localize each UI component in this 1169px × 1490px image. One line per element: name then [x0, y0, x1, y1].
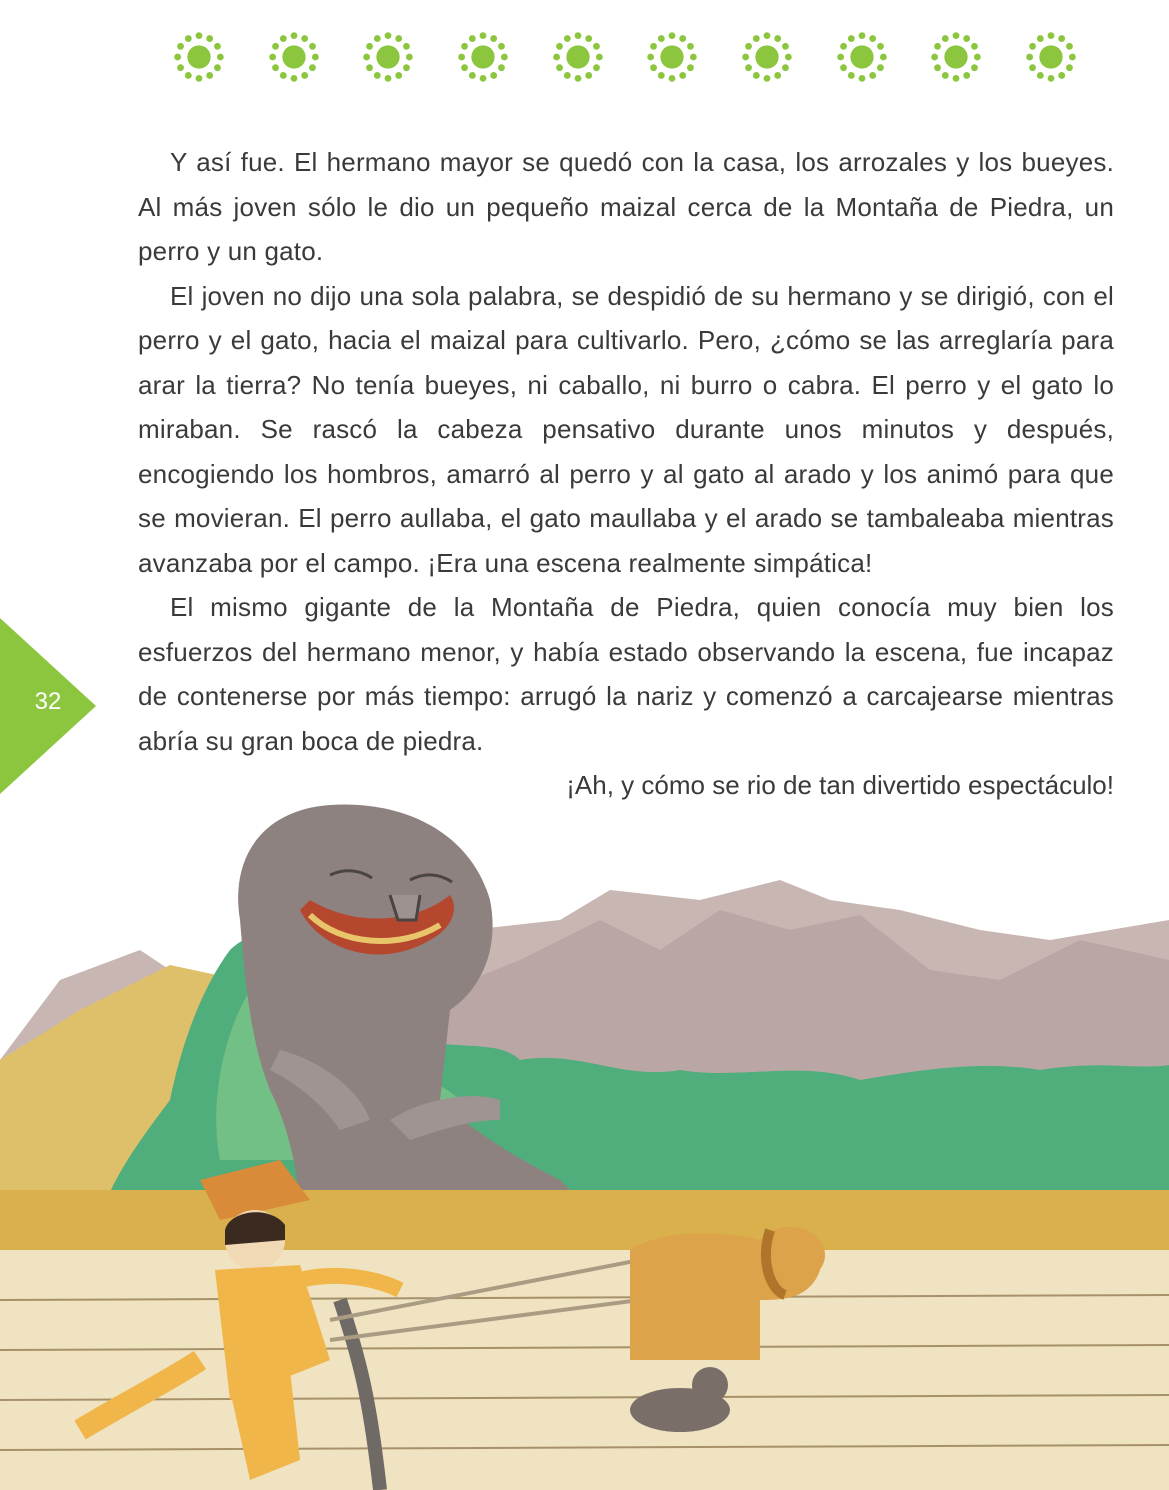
dot-flower-ornament — [165, 23, 233, 91]
paragraph-2: El joven no dijo una sola palabra, se despidió de su hermano y se dirigió, con el perro y el gato, hacia el maizal para cultivarlo. Pero, ¿cómo se las arreglaría para arar la tierra? No tenía bueyes, ni caballo, ni burro o cabra. El perro y el gato lo miraban. Se rascó la cabeza pensativo durante unos minutos y después, encogiendo los hombros, amarró al perro y al gato al arado y los animó para que se movieran. El perro aullaba, el gato maullaba y el arado se tambaleaba mientras avanzaba por el campo. ¡Era una escena realmente simpática! — [138, 280, 1114, 578]
dot-flower-ornament — [922, 23, 990, 91]
page-number: 32 — [34, 688, 62, 715]
ornament-row — [165, 22, 1085, 92]
dot-flower-ornament — [354, 23, 422, 91]
dot-flower-ornament — [449, 23, 517, 91]
dot-flower-ornament — [733, 23, 801, 91]
dot-flower-ornament — [544, 23, 612, 91]
paragraph-3: El mismo gigante de la Montaña de Piedra, quien conocía muy bien los esfuerzos del hermano menor, y había estado observando la escena, fue incapaz de contenerse por más tiempo: arrugó la nariz y comenzó a carcajearse mientras abría su gran boca de piedra. — [138, 592, 1114, 756]
closing-line: ¡Ah, y cómo se rio de tan divertido espectáculo! — [566, 770, 1114, 800]
dot-flower-ornament — [828, 23, 896, 91]
dot-flower-ornament — [1017, 23, 1085, 91]
story-illustration — [0, 800, 1169, 1490]
story-text — [138, 140, 1114, 808]
dot-flower-ornament — [260, 23, 328, 91]
wheat-field-band — [0, 1190, 1169, 1260]
paragraph-1: Y así fue. El hermano mayor se quedó con la casa, los arrozales y los bueyes. Al más joven sólo le dio un pequeño maizal cerca de la Montaña de Piedra, un perro y un gato. — [138, 147, 1114, 266]
dot-flower-ornament — [638, 23, 706, 91]
